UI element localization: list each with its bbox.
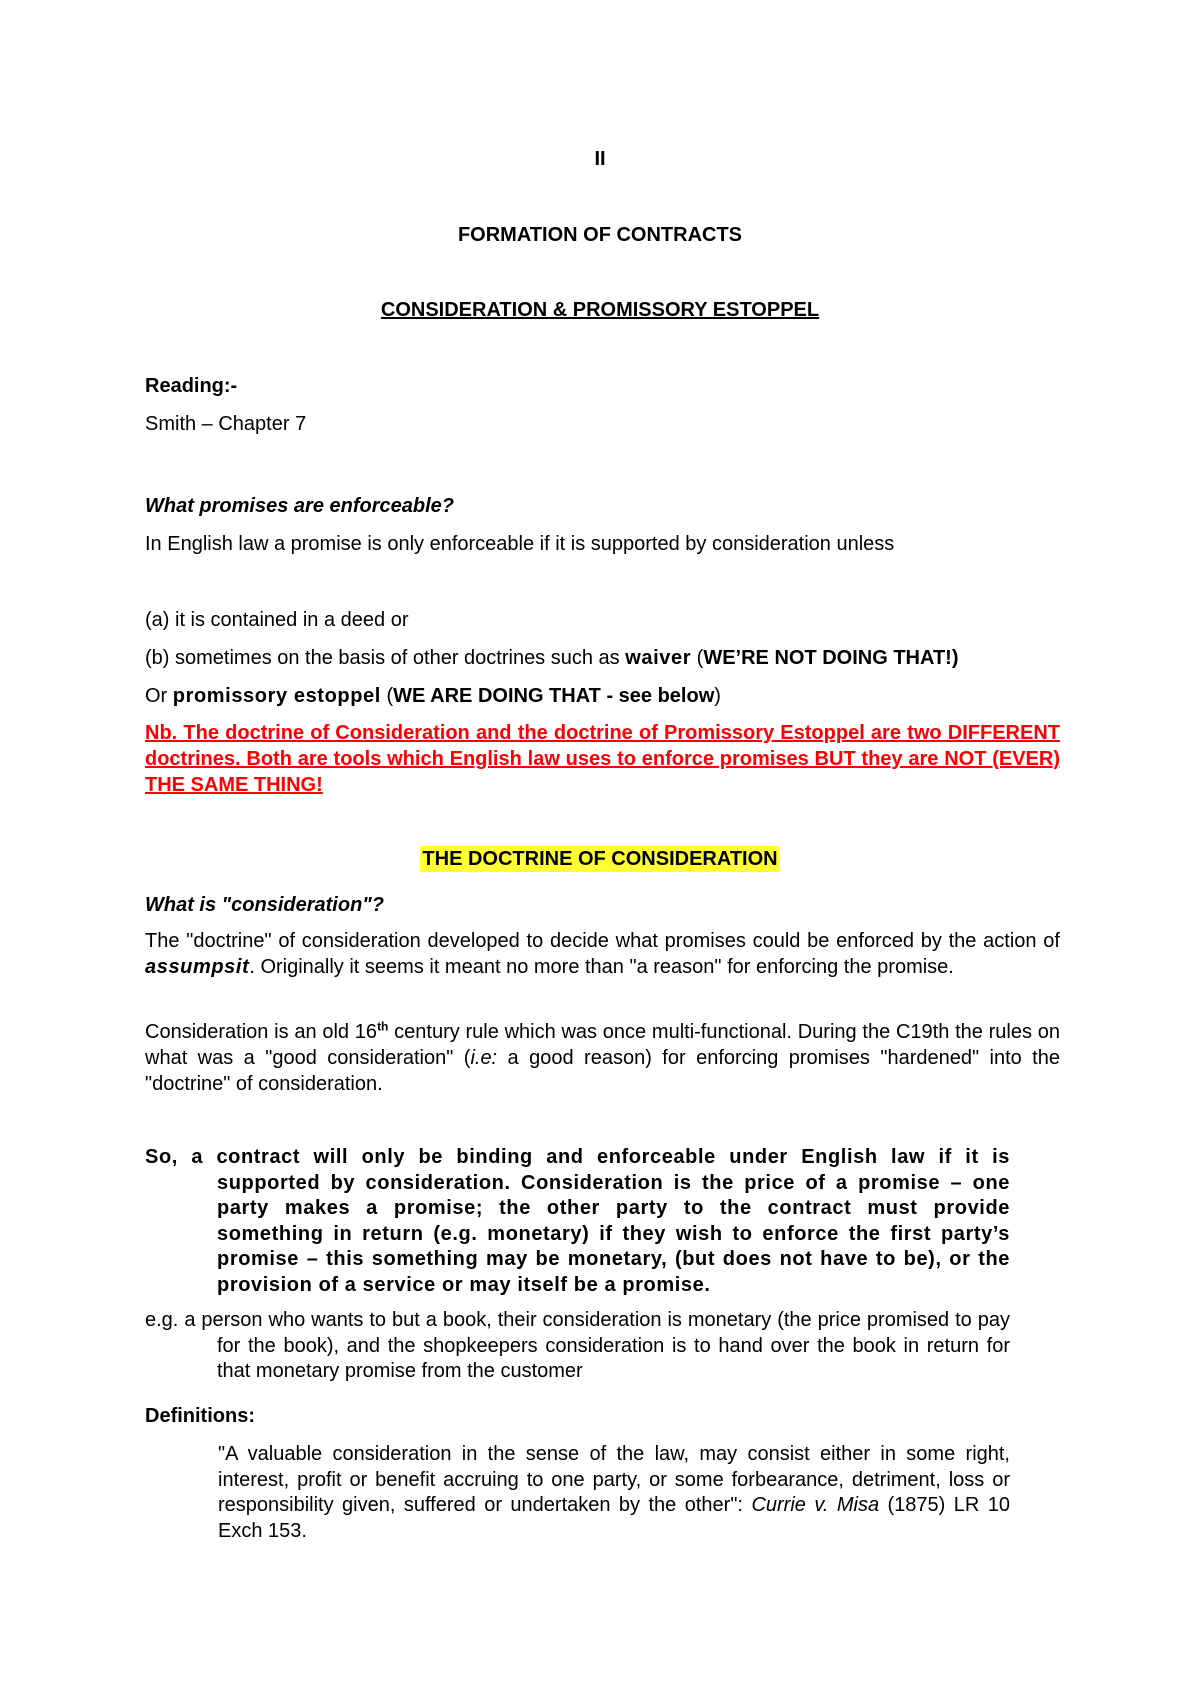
page-subtitle: CONSIDERATION & PROMISSORY ESTOPPEL: [380, 299, 820, 321]
example-label: e.g.: [145, 1309, 179, 1331]
waiver-note: WE’RE NOT DOING THAT!): [703, 647, 959, 669]
enforceable-heading: What promises are enforceable?: [145, 495, 454, 517]
case-name: Currie v. Misa: [751, 1494, 880, 1516]
reading-label: Reading:-: [145, 375, 238, 397]
example-text: a person who wants to but a book, their consideration is monetary (the price promised to pay for the book), and the shopkeepers consideration is to hand over the book in return for that monetary promise from the customer: [184, 1309, 1011, 1382]
exception-or-text: Or: [145, 685, 173, 707]
ie-abbrev: i.e:: [470, 1047, 498, 1069]
paragraph-history-text-b: century rule which was once multi-functional. During the C19th the rules on what was a "good consideration" (: [145, 1021, 1060, 1069]
enforceable-intro: In English law a promise is only enforceable if it is supported by consideration unless: [145, 533, 895, 555]
assumpsit-term: assumpsit: [145, 956, 250, 978]
paragraph-doctrine: [145, 928, 1060, 980]
waiver-term: waiver: [625, 647, 692, 669]
exception-or-paren-close: ): [714, 685, 721, 707]
exception-a: (a) it is contained in a deed or: [145, 609, 409, 631]
paragraph-history-text-c: a good reason) for enforcing promises "hardened" into the "doctrine" of consideration.: [145, 1047, 1060, 1095]
nb-warning: Nb. The doctrine of Consideration and the doctrine of Promissory Estoppel are two DIFFERENT doctrines. Both are tools which English law uses to enforce promises BUT they are NOT (EVER) THE SAME THING!: [145, 722, 1060, 796]
ordinal-suffix: th: [377, 1019, 389, 1034]
exception-b: [145, 647, 958, 670]
promissory-estoppel-term: promissory estoppel: [172, 685, 381, 707]
definition-quote-text: "A valuable consideration in the sense of the law, may consist either in some right, interest, profit or benefit accruing to one party, or some forbearance, detriment, loss or responsibility given, suffered or undertaken by the other":: [218, 1443, 1010, 1516]
exception-or: [145, 685, 721, 708]
summary-paragraph: So, a contract will only be binding and enforceable under English law if it is supported by consideration. Consideration is the price of a promise – one party makes a promise; the other party to the contract must provide something in return (e.g. monetary) if they wish to enforce the first party’s promise – this something may be monetary, (but does not have to be), or the provision of a service or may itself be a promise.: [145, 1146, 1010, 1296]
case-citation: (1875) LR 10 Exch 153.: [218, 1494, 1011, 1542]
definition-quote: [218, 1442, 1010, 1544]
section-heading-text: THE DOCTRINE OF CONSIDERATION: [422, 848, 778, 870]
paragraph-history-text-a: Consideration is an old 16: [145, 1021, 378, 1043]
paragraph-doctrine-text-b: . Originally it seems it meant no more than "a reason" for enforcing the promise.: [249, 956, 954, 978]
chapter-numeral: II: [594, 148, 606, 170]
example-paragraph: [145, 1308, 1010, 1385]
exception-b-text: (b) sometimes on the basis of other doctrines such as: [145, 647, 626, 669]
consideration-question: What is "consideration"?: [145, 894, 384, 916]
exception-b-paren: (: [691, 647, 704, 669]
exception-or-paren-open: (: [380, 685, 394, 707]
estoppel-note: WE ARE DOING THAT - see below: [393, 685, 715, 707]
section-heading: [0, 848, 1200, 871]
definitions-label: Definitions:: [145, 1405, 255, 1427]
reading-item: Smith – Chapter 7: [145, 413, 307, 435]
page-title: FORMATION OF CONTRACTS: [457, 224, 743, 246]
paragraph-doctrine-text-a: The "doctrine" of consideration developed to decide what promises could be enforced by the action of: [145, 930, 1060, 952]
paragraph-history: [145, 1019, 1060, 1097]
